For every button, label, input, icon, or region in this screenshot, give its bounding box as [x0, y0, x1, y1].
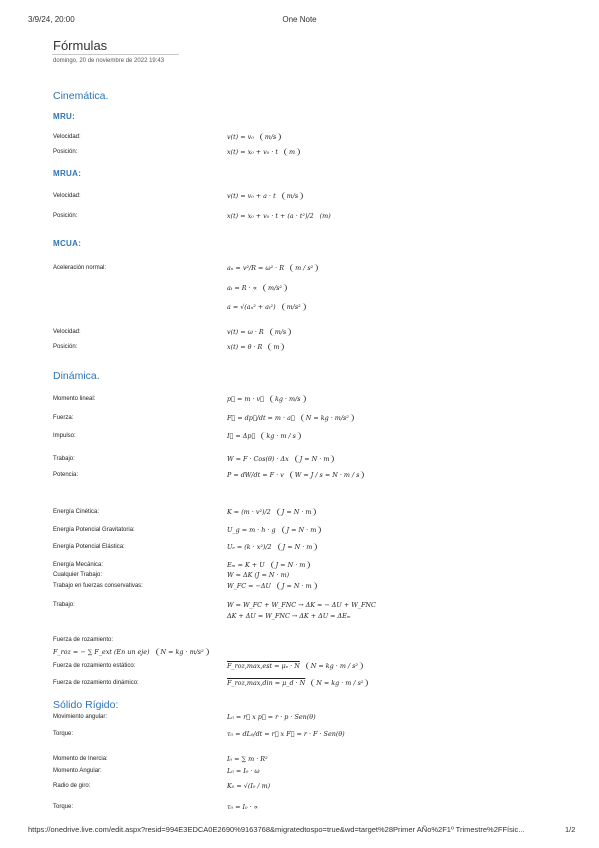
formula: aₜ = R · ∝ m/s² — [227, 284, 287, 292]
row-label: Aceleración normal: — [53, 265, 107, 271]
formula: p⃗ = m · v⃗ kg · m/s — [227, 395, 306, 403]
formula: v(t) = ω · R m/s — [227, 328, 291, 336]
row-label: Momento lineal: — [53, 396, 96, 402]
formula: v(t) = v₀ + a · t m/s — [227, 192, 303, 200]
row-label: Momento de Inercia: — [53, 756, 108, 762]
print-url: https://onedrive.live.com/edit.aspx?resid=994E3EDCA0E2690%9163768&migratedtospo=true&wd=target%28Primer AÑo%2F1º Trimestre%2FFísic... — [28, 825, 525, 834]
formula: F_roz,max,est = μₑ · N N = kg · m / s² — [227, 662, 363, 670]
row-label: Fuerza: — [53, 415, 74, 421]
subheading-mrua: MRUA: — [53, 169, 82, 178]
formula: aₙ = v²/R = ω² · R m / s² — [227, 264, 318, 272]
unit: J = N · m — [277, 582, 317, 590]
row-label: Torque: — [53, 804, 74, 810]
formula: x(t) = x₀ + v₀ · t + (a · t²)/2 (m) — [227, 212, 331, 220]
row-label: Posición: — [53, 344, 78, 350]
row-label: Movimiento angular: — [53, 714, 108, 720]
row-label: Fuerza de rozamiento dinámico: — [53, 680, 139, 686]
formula: Uₑ = (k · x²)/2 J = N · m — [227, 543, 317, 551]
formula: τ₀ = dL₀/dt = r⃗ x F⃗ = r · F · Sen(θ) — [227, 730, 345, 738]
row-label: Velocidad: — [53, 329, 81, 335]
row-label: Torque: — [53, 731, 74, 737]
unit: m — [284, 148, 300, 156]
section-heading-solido-rigido: Sólido Rígido: — [53, 699, 119, 711]
section-heading-dinamica: Dinámica. — [53, 370, 100, 382]
row-label: Fuerza de rozamiento estático: — [53, 663, 136, 669]
title-divider — [52, 54, 179, 55]
unit: (m) — [319, 212, 331, 220]
unit: m/s² — [282, 303, 306, 311]
row-label: Energía Potencial Elástica: — [53, 544, 125, 550]
unit: m/s² — [263, 284, 287, 292]
formula: P = dW/dt = F · v W = J / s = N · m / s — [227, 471, 364, 479]
unit: N = kg · m / s² — [306, 662, 363, 670]
subheading-mcua: MCUA: — [53, 239, 82, 248]
formula: W = ΔK (J = N · m) — [227, 571, 290, 579]
row-label: Velocidad: — [53, 193, 81, 199]
unit: N = kg · m / s² — [311, 679, 368, 687]
formula: K₀ = √(I₀ / m) — [227, 782, 271, 790]
unit: m — [268, 343, 284, 351]
page-title: Fórmulas — [53, 38, 108, 53]
row-label: Posición: — [53, 149, 78, 155]
page-date: domingo, 20 de noviembre de 2022 19:43 — [53, 58, 165, 64]
formula: F⃗ = dp⃗/dt = m · a⃗ N = kg · m/s² — [227, 414, 354, 422]
row-label: Trabajo: — [53, 456, 75, 462]
unit: J = N · m — [271, 561, 311, 569]
row-label: Energía Cinética: — [53, 509, 100, 515]
unit: J = N · m — [282, 526, 322, 534]
formula: F_roz = − ∑ F_ext (En un eje) N = kg · m/s² — [53, 648, 209, 656]
row-label: Posición: — [53, 213, 78, 219]
row-label: Trabajo: — [53, 602, 75, 608]
unit: W = J / s = N · m / s — [290, 471, 365, 479]
print-page-number: 1/2 — [565, 825, 576, 834]
row-label: Fuerza de rozamiento: — [53, 637, 114, 643]
formula: K = (m · v²)/2 J = N · m — [227, 508, 316, 516]
unit: kg · m/s — [270, 395, 306, 403]
unit: J = N · m — [277, 508, 317, 516]
formula: L₀ = I₀ · ω — [227, 767, 260, 775]
row-label: Momento Angular: — [53, 768, 102, 774]
unit: m / s² — [290, 264, 318, 272]
row-label: Trabajo en fuerzas conservativas: — [53, 583, 143, 589]
unit: kg · m / s — [261, 432, 301, 440]
row-label: Velocidad: — [53, 134, 81, 140]
row-label: Energía Potencial Gravitatoria: — [53, 527, 135, 533]
print-app-name: One Note — [282, 15, 317, 24]
formula: L₀ = r⃗ x p⃗ = r · p · Sen(θ) — [227, 713, 316, 721]
formula: τ₀ = I₀ · ∝ — [227, 803, 259, 811]
formula: Eₘ = K + U J = N · m — [227, 561, 310, 569]
formula: a = √(aₙ² + aₜ²) m/s² — [227, 303, 306, 311]
formula: x(t) = θ · R m — [227, 343, 284, 351]
unit: J = N · m — [295, 455, 335, 463]
formula: W = F · Cos(θ) · Δx J = N · m — [227, 455, 334, 463]
section-heading-cinematica: Cinemática. — [53, 90, 109, 102]
row-label: Radio de giro: — [53, 783, 91, 789]
formula: F_roz,max,din = μ_d · N N = kg · m / s² — [227, 679, 368, 687]
row-label: Potencia: — [53, 472, 79, 478]
unit: J = N · m — [278, 543, 318, 551]
unit: N = kg · m/s² — [156, 648, 209, 656]
formula: I₀ = ∑ m · R² — [227, 755, 268, 763]
unit: m/s — [282, 192, 304, 200]
formula: ΔK + ΔU = W_FNC → ΔK + ΔU = ΔEₘ — [227, 612, 351, 620]
print-datetime: 3/9/24, 20:00 — [28, 15, 75, 24]
formula: U_g = m · h · g J = N · m — [227, 526, 321, 534]
formula: W_FC = −ΔU J = N · m — [227, 582, 317, 590]
row-label: Energía Mecánica: — [53, 562, 104, 568]
unit: N = kg · m/s² — [301, 414, 354, 422]
subheading-mru: MRU: — [53, 112, 76, 121]
formula: x(t) = x₀ + v₀ · t m — [227, 148, 300, 156]
formula: v(t) = v₀ m/s — [227, 133, 281, 141]
unit: m/s — [270, 328, 292, 336]
formula: W = W_FC + W_FNC → ΔK = − ΔU + W_FNC — [227, 601, 376, 609]
row-label: Cualquier Trabajo: — [53, 572, 103, 578]
row-label: Impulso: — [53, 433, 76, 439]
unit: m/s — [260, 133, 282, 141]
formula: I⃗ = Δp⃗ kg · m / s — [227, 432, 301, 440]
